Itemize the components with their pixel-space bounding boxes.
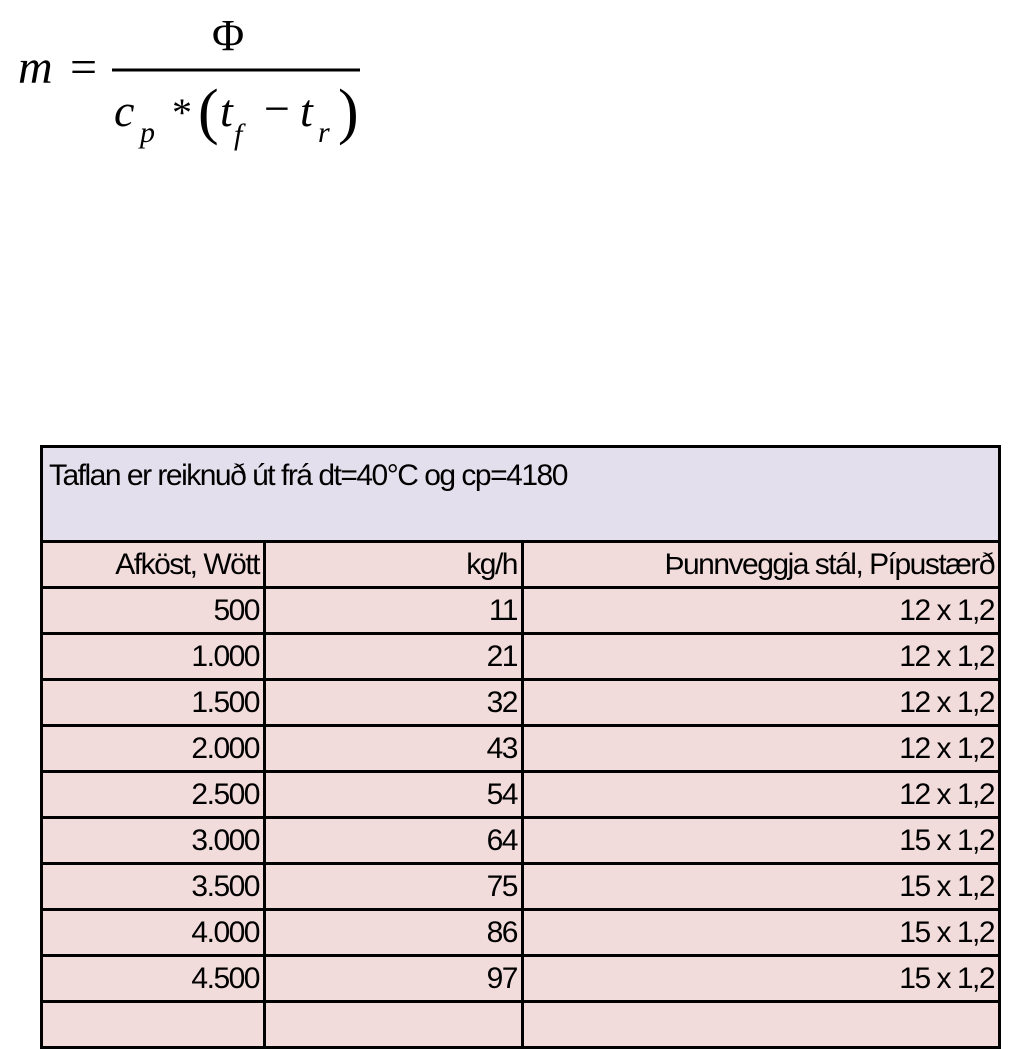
cell-pipe-size: 15 x 1,2	[523, 818, 1000, 864]
table-body	[42, 447, 1000, 1048]
table-row	[42, 818, 1000, 864]
table-row	[42, 680, 1000, 726]
cell-pipe-size: 15 x 1,2	[523, 910, 1000, 956]
header-output-watts: Afköst, Wött	[42, 542, 265, 588]
table-caption: Taflan er reiknuð út frá dt=40°C og cp=4180	[42, 447, 1000, 542]
table-row	[42, 726, 1000, 772]
table-row	[42, 634, 1000, 680]
formula-paren-close: )	[338, 78, 359, 146]
table-row	[42, 864, 1000, 910]
cell-output-watts: 1.500	[42, 680, 265, 726]
cell-kg-per-hour: 21	[265, 634, 523, 680]
pipe-sizing-table-container	[40, 445, 998, 1049]
formula-tr-subscript: r	[318, 116, 330, 149]
cell-kg-per-hour: 11	[265, 588, 523, 634]
header-pipe-size: Þunnveggja stál, Pípustærð	[523, 542, 1000, 588]
cell-output-watts: 3.000	[42, 818, 265, 864]
cell-output-watts: 2.000	[42, 726, 265, 772]
cell-pipe-size: 12 x 1,2	[523, 634, 1000, 680]
formula-paren-open: (	[198, 78, 219, 146]
pipe-sizing-table	[40, 445, 1001, 1049]
table-row	[42, 910, 1000, 956]
cell-pipe-size: 15 x 1,2	[523, 864, 1000, 910]
cell-kg-per-hour: 54	[265, 772, 523, 818]
cell-kg-per-hour: 64	[265, 818, 523, 864]
cell-kg-per-hour: 75	[265, 864, 523, 910]
cell-output-watts	[42, 1002, 265, 1048]
formula-minus: −	[264, 83, 290, 134]
formula-numerator-phi: Φ	[212, 11, 245, 60]
cell-output-watts: 500	[42, 588, 265, 634]
formula-cp-subscript: p	[140, 116, 155, 149]
table-row	[42, 772, 1000, 818]
cell-kg-per-hour	[265, 1002, 523, 1048]
table-row	[42, 1002, 1000, 1048]
cell-pipe-size	[523, 1002, 1000, 1048]
cell-kg-per-hour: 86	[265, 910, 523, 956]
cell-kg-per-hour: 43	[265, 726, 523, 772]
formula-lhs-m: m	[18, 41, 53, 94]
cell-pipe-size: 15 x 1,2	[523, 956, 1000, 1002]
cell-pipe-size: 12 x 1,2	[523, 726, 1000, 772]
table-row	[42, 956, 1000, 1002]
formula-cp: c	[114, 85, 135, 136]
cell-output-watts: 3.500	[42, 864, 265, 910]
cell-kg-per-hour: 97	[265, 956, 523, 1002]
formula-times: *	[172, 90, 192, 135]
formula-tr: t	[300, 85, 313, 136]
formula-tf-subscript: f	[234, 118, 243, 151]
mass-flow-formula	[14, 8, 374, 158]
cell-pipe-size: 12 x 1,2	[523, 772, 1000, 818]
header-row	[42, 542, 1000, 588]
cell-output-watts: 2.500	[42, 772, 265, 818]
cell-output-watts: 4.000	[42, 910, 265, 956]
cell-pipe-size: 12 x 1,2	[523, 588, 1000, 634]
cell-output-watts: 4.500	[42, 956, 265, 1002]
cell-pipe-size: 12 x 1,2	[523, 680, 1000, 726]
cell-kg-per-hour: 32	[265, 680, 523, 726]
formula-tf: t	[220, 85, 233, 136]
caption-row	[42, 447, 1000, 542]
header-kg-per-hour: kg/h	[265, 542, 523, 588]
formula-equals: =	[70, 41, 98, 94]
table-row	[42, 588, 1000, 634]
cell-output-watts: 1.000	[42, 634, 265, 680]
